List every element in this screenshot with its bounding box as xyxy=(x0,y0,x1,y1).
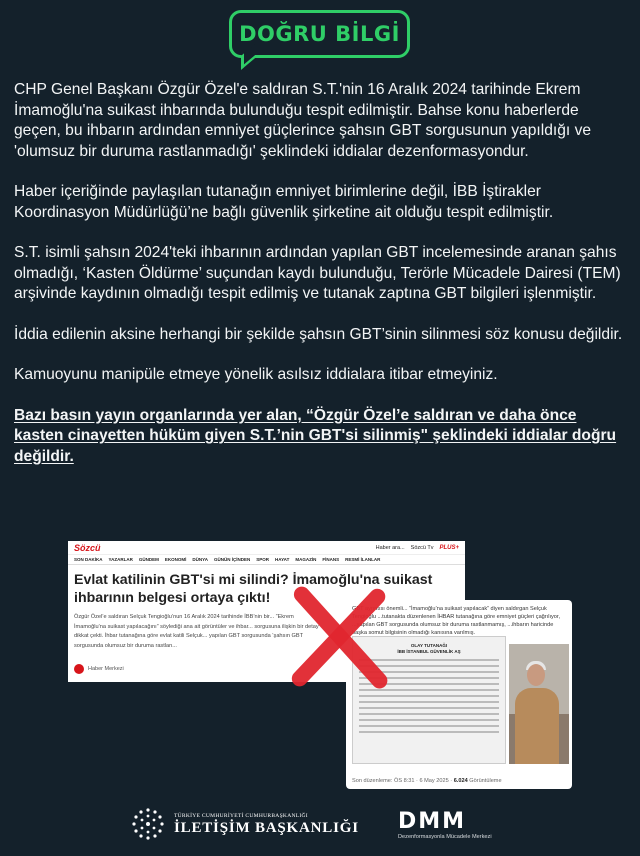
paragraph-5: Kamuoyunu manipüle etmeye yönelik asılsız iddialara itibar etmeyiniz. xyxy=(14,366,498,383)
sozcu-nav xyxy=(68,555,465,565)
sozcu-logo: Sözcü xyxy=(74,542,101,553)
sozcu-headline: Evlat katilinin GBT'si mi silindi? İmamoğlu'na suikast ihbarının belgesi ortaya çıktı! xyxy=(74,572,433,606)
doc-line xyxy=(359,695,499,697)
author-avatar xyxy=(74,664,84,674)
post-text: GBT ayrıntısı önemli... “İmamoğlu’na suikast yapılacak” diyen saldırgan Selçuk Tengioğlu ...tutanakta düzenlenen İHBAR tutanağına göre emniyet güçleri çağrılıyor, ...yapılan GBT sorgusunda olumsuz bir duruma rastlanmamış, ...ihbarın haricinde başka somut bilgisinin olmadığı kanısına varılmış. xyxy=(352,606,561,636)
report-org: İBB İSTANBUL GÜVENLİK AŞ xyxy=(397,649,461,654)
dmm-subtitle: Dezenformasyonla Mücadele Merkezi xyxy=(398,834,492,840)
org-big-text: İLETİŞİM BAŞKANLIĞI xyxy=(174,820,359,836)
post-edit-date: Son düzenleme: ÖS 8:31 · 6 May 2025 · xyxy=(352,778,454,784)
false-claim-cross-icon xyxy=(285,584,390,689)
dogru-bilgi-badge xyxy=(229,10,410,58)
iletisim-baskanligi-logo xyxy=(130,806,359,842)
sozcu-search: Haber ara... xyxy=(375,544,405,551)
nav-item: DÜNYA xyxy=(192,557,208,562)
doc-line xyxy=(359,713,499,715)
nav-item: FİNANS xyxy=(322,557,340,562)
sozcu-header xyxy=(68,541,465,555)
paragraph-4: İddia edilenin aksine herhangi bir şekilde şahsın GBT’sinin silinmesi söz konusu değildir. xyxy=(14,325,623,343)
report-title: OLAY TUTANAĞI xyxy=(410,643,448,648)
doc-line xyxy=(359,689,499,691)
doc-line xyxy=(359,725,499,727)
nav-item: HAYAT xyxy=(275,557,290,562)
post-footer xyxy=(352,778,502,784)
org-small-text: TÜRKİYE CUMHURİYETİ CUMHURBAŞKANLIĞI xyxy=(174,813,308,819)
nav-item: GÜNDEM xyxy=(138,557,159,562)
nav-item: SPOR xyxy=(256,557,269,562)
doc-line xyxy=(359,719,499,721)
author-name: Haber Merkezi xyxy=(88,666,124,672)
highlight-statement: Bazı basın yayın organlarında yer alan, “Özgür Özel’e saldıran ve daha önce kasten cinayetten hüküm giyen S.T.’nin GBT'si silinmiş" şeklindeki iddialar doğru değildir. xyxy=(14,406,617,465)
paragraph-1: CHP Genel Başkanı Özgür Özel'e saldıran S.T.'nin 16 Aralık 2024 tarihinde Ekrem İmamoğlu'na suikast ihbarında bulunduğu tespit edilmiştir. Bahse konu haberlerde geçen, bu ihbarın ardından emniyet güçlerince şahsın GBT sorgusunun yapıldığı ve 'olumsuz bir duruma rastlanmadığı' şeklindeki iddialar dezenformasyondur. xyxy=(14,81,592,160)
post-views-label: Görüntüleme xyxy=(467,778,502,784)
doc-line xyxy=(359,707,499,709)
dmm-wordmark: DMM xyxy=(398,809,467,834)
nav-item: GÜNÜN İÇİNDEN xyxy=(213,557,251,562)
doc-line xyxy=(359,701,499,703)
nav-item: SON DAKİKA xyxy=(74,557,103,562)
paragraph-2: Haber içeriğinde paylaşılan tutanağın emniyet birimlerine değil, İBB İştirakler Koordinasyon Müdürlüğü’ne bağlı güvenlik şirketine ait olduğu tespit edilmiştir. xyxy=(14,183,554,221)
nav-item: MAGAZİN xyxy=(295,557,317,562)
sozcu-lead: Özgür Özel’e saldıran Selçuk Tengioğlu’nun 16 Aralık 2024 tarihinde İBB’nin bir... “Ekrem İmamoğlu’na suikast yapılacağını” söylediği ana ait görüntüler ve ihbar... sorgusuna ilişkin bir detay dikkat çekti. İhbar tutanağına göre evlat katili Selçuk... yapılan GBT sorgusunda ‘şahsın GBT sorgusunda olumsuz bir duruma rastlan... xyxy=(74,614,319,649)
dmm-logo xyxy=(398,809,492,840)
sozcu-author xyxy=(74,664,124,674)
nav-item: RESMİ İLANLAR xyxy=(345,557,381,562)
sozcu-plus: PLUS+ xyxy=(439,544,459,551)
sozcu-tv: Sözcü Tv xyxy=(410,544,434,551)
badge-label: DOĞRU BİLGİ xyxy=(239,22,400,46)
post-views: 6.024 xyxy=(453,778,468,784)
paragraph-3: S.T. isimli şahsın 2024'teki ihbarının ardından yapılan GBT incelemesinde aranan şahıs olmadığı, ‘Kasten Öldürme’ suçundan kaydı bulunduğu, Terörle Mücadele Dairesi (TEM) arşivinde kaydının olmadığı tespit edilmiş ve tutanak zaptına GBT bilgileri işlenmiştir. xyxy=(14,244,621,302)
suspect-photo xyxy=(509,644,569,764)
article-body xyxy=(14,80,626,467)
nav-item: YAZARLAR xyxy=(108,557,133,562)
doc-line xyxy=(359,731,499,733)
star-emblem-icon xyxy=(130,806,166,842)
nav-item: EKONOMİ xyxy=(164,557,187,562)
